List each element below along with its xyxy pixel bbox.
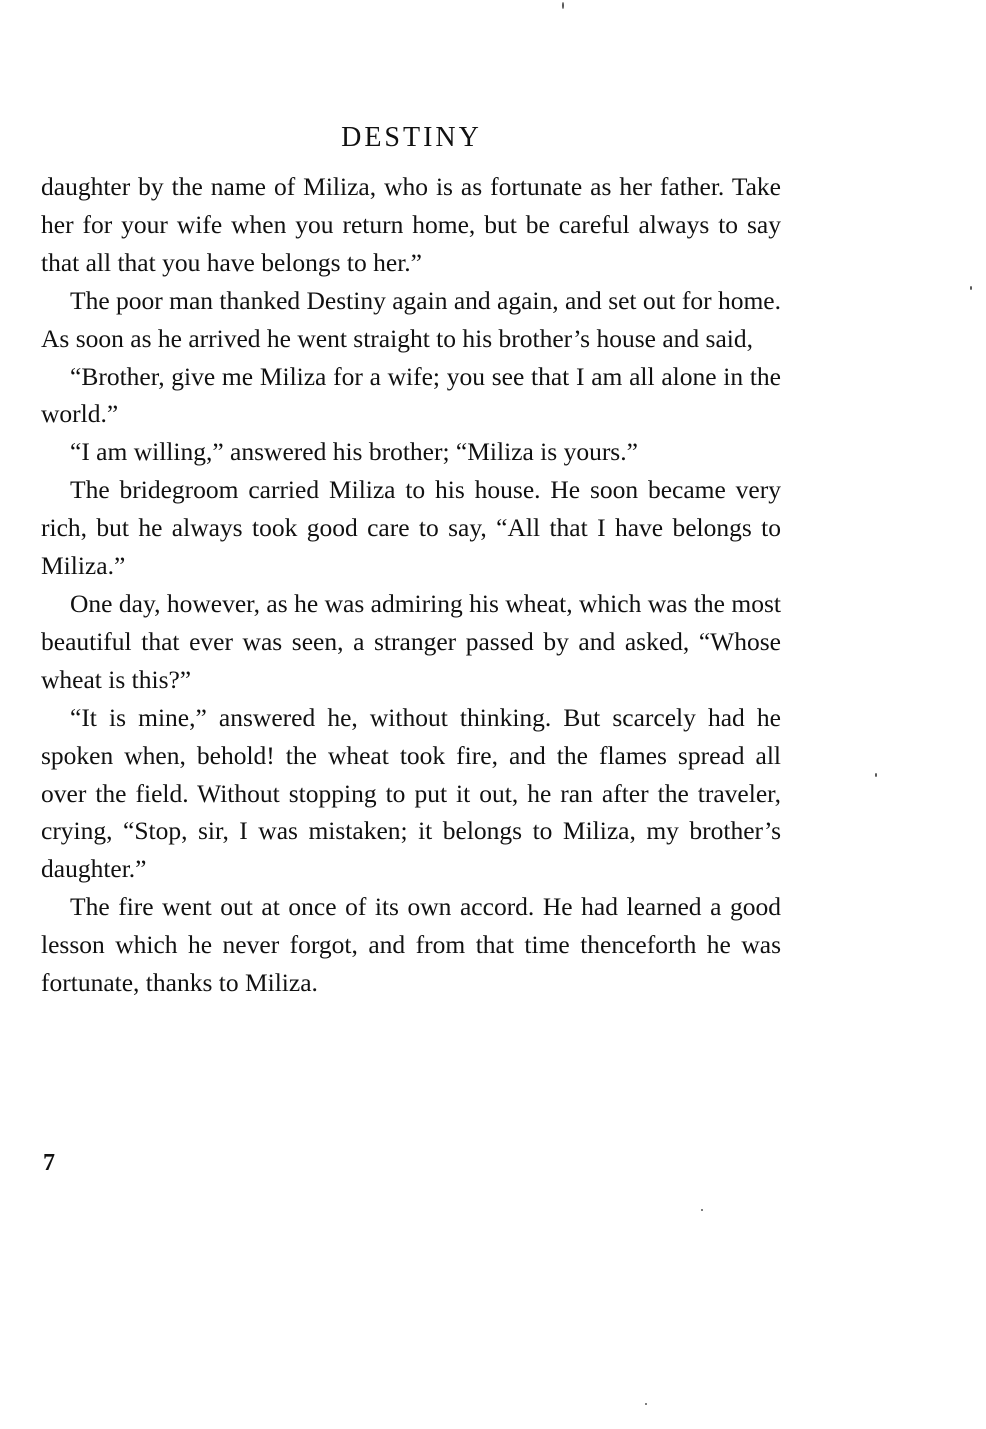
scan-speck (875, 773, 877, 777)
scan-speck (645, 1403, 647, 1405)
scan-speck (701, 1209, 703, 1211)
page-title: DESTINY (341, 122, 482, 153)
paragraph: daughter by the name of Miliza, who is as fortunate as her father. Take her for your wife when you return home, but be careful always to say that all that you have belongs to her.” (41, 172, 781, 277)
paragraph: The bridegroom carried Miliza to his house. He soon became very rich, but he always took good care to say, “All that I have belongs to Miliza.” (41, 475, 781, 581)
page-number: 7 (43, 1150, 55, 1176)
paragraph: The fire went out at once of its own accord. He had learned a good lesson which he never forgot, and from that time thenceforth he was fortunate, thanks to Miliza. (41, 892, 781, 998)
story-text (41, 168, 781, 1002)
paragraph: The poor man thanked Destiny again and again, and set out for home. As soon as he arrived he went straight to his brother’s house and said, (41, 285, 781, 353)
paragraph: One day, however, as he was admiring his wheat, which was the most beautiful that ever was seen, a stranger passed by and asked, “Whose wheat is this?” (41, 588, 781, 694)
scan-speck (970, 286, 972, 290)
paragraph: “Brother, give me Miliza for a wife; you see that I am all alone in the world.” (41, 361, 781, 429)
paragraph: “It is mine,” answered he, without thinking. But scarcely had he spoken when, behold! the wheat took fire, and the flames spread all over the field. Without stopping to put it out, he ran after the traveler, crying, “Stop, sir, I was mistaken; it belongs to Miliza, my brother’s daughter.” (41, 702, 781, 884)
scan-speck (562, 2, 564, 9)
paragraph: “I am willing,” answered his brother; “Miliza is yours.” (70, 437, 638, 467)
